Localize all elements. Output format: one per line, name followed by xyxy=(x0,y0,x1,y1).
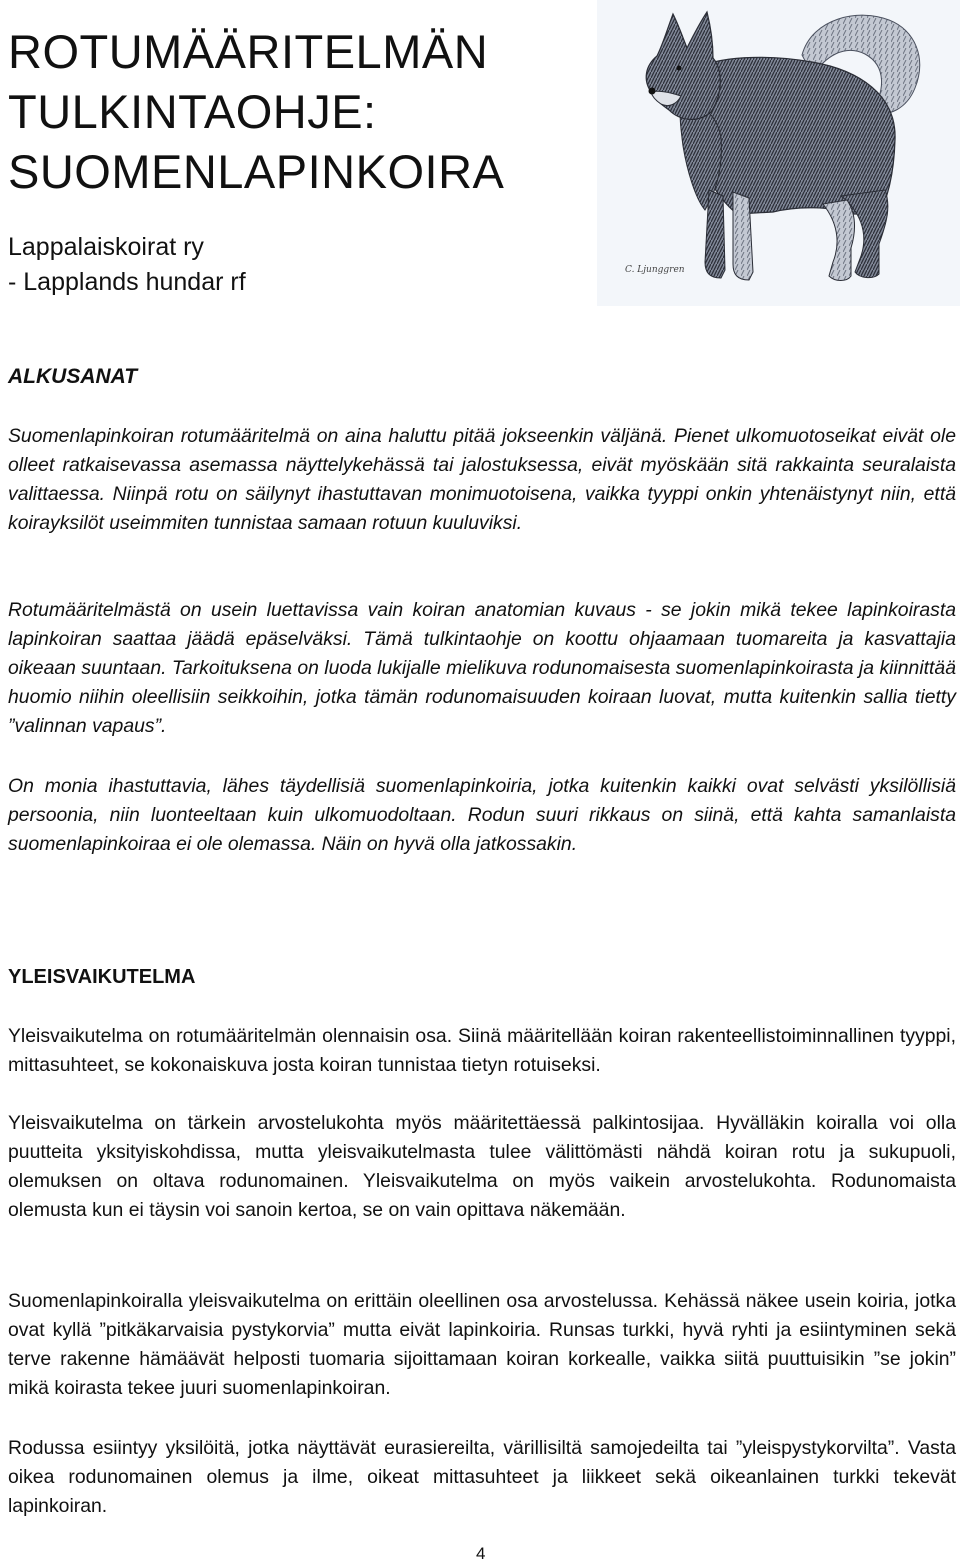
finnish-lapphund-illustration xyxy=(597,0,960,306)
title-line: TULKINTAOHJE: xyxy=(8,85,377,138)
org-line: Lappalaiskoirat ry xyxy=(8,233,204,261)
dog-body xyxy=(691,57,895,214)
dog-front-leg xyxy=(705,190,725,278)
paragraph: Rodussa esiintyy yksilöitä, jotka näyttävät eurasiereilta, värillisiltä samojedeilta tai ”yleispystykorvilta”. Vasta oikea rodunomainen olemus ja ilme, oikeat mittasuhteet ja liikkeet sekä oikeanlainen turkki tekevät lapinkoiran. xyxy=(8,1437,956,1517)
organization-name xyxy=(8,230,568,300)
title-line: SUOMENLAPINKOIRA xyxy=(8,145,505,198)
paragraph: Rotumääritelmästä on usein luettavissa vain koiran anatomian kuvaus - se jokin mikä tekee lapinkoirasta lapinkoiran saattaa jäädä epäselväksi. Tämä tulkintaohje on koottu ohjaamaan tuomareita ja kasvattajia oikeaan suuntaan. Tarkoituksena on luoda lukijalle mielikuva rodunomaisesta suomenlapinkoirasta ja kiinnittää huomio niihin oleellisiin seikkoihin, jotka tämän rodunomaisuuden koiraan luovat, mutta kuitenkin sallia tietty ”valinnan vapaus”. xyxy=(8,599,956,737)
title-line: ROTUMÄÄRITELMÄN xyxy=(8,25,489,78)
section-heading-yleisvaikutelma: YLEISVAIKUTELMA xyxy=(8,966,196,988)
paragraph: On monia ihastuttavia, lähes täydellisiä suomenlapinkoiria, jotka kuitenkin kaikki ovat selvästi yksilöllisiä persoonia, niin luonteeltaan kuin ulkomuodoltaan. Rodun suuri rikkaus on siinä, että kahta samanlaista suomenlapinkoiraa ei ole olemassa. Näin on hyvä olla jatkossakin. xyxy=(8,775,956,855)
paragraph: Yleisvaikutelma on rotumääritelmän olennaisin osa. Siinä määritellään koiran rakenteellistoiminnallinen tyyppi, mittasuhteet, se kokonaiskuva josta koiran tunnistaa tietyn rotuiseksi. xyxy=(8,1025,956,1076)
document-title xyxy=(8,22,578,202)
org-line: - Lapplands hundar rf xyxy=(8,268,246,296)
paragraph: Suomenlapinkoiralla yleisvaikutelma on erittäin oleellinen osa arvostelussa. Kehässä näkee usein koiria, jotka ovat kyllä ”pitkäkarvaisia pystykorvia” mutta eivät lapinkoiria. Runsas turkki, hyvä ryhti ja esiintyminen sekä terve rakenne hämäävät helposti tuomaria sijoittamaan koiran korkealle, vaikka siitä puuttuisikin ”se jokin” mikä koirasta tekee juuri suomenlapinkoiran. xyxy=(8,1290,956,1399)
dog-eye xyxy=(677,66,682,71)
section-heading-alkusanat: ALKUSANAT xyxy=(8,365,138,388)
paragraph: Suomenlapinkoiran rotumääritelmä on aina haluttu pitää jokseenkin väljänä. Pienet ulkomuotoseikat eivät ole olleet ratkaisevassa asemassa näyttelykehässä tai jalostuksessa, eivät myöskään sitä rakkainta seuralaista valittaessa. Niinpä rotu on säilynyt ihastuttavan monimuotoisena, vaikka tyyppi onkin yhtenäistynyt niin, että koirayksilöt useimmiten tunnistaa samaan rotuun kuuluviksi. xyxy=(8,425,956,534)
artist-signature: C. Ljunggren xyxy=(625,265,685,275)
dog-nose xyxy=(649,88,656,95)
page-number: 4 xyxy=(476,1544,486,1563)
paragraph: Yleisvaikutelma on tärkein arvostelukohta myös määritettäessä palkintosijaa. Hyvälläkin koiralla voi olla puutteita yksityiskohdissa, mutta yleisvaikutelmasta tulee välittömästi nähdä koiran rotu ja sukupuoli, olemuksen on oltava rodunomainen. Yleisvaikutelma on myös vaikein arvostelukohta. Rodunomaista olemusta kun ei täysin voi sanoin kertoa, se on vain opittava näkemään. xyxy=(8,1112,956,1221)
